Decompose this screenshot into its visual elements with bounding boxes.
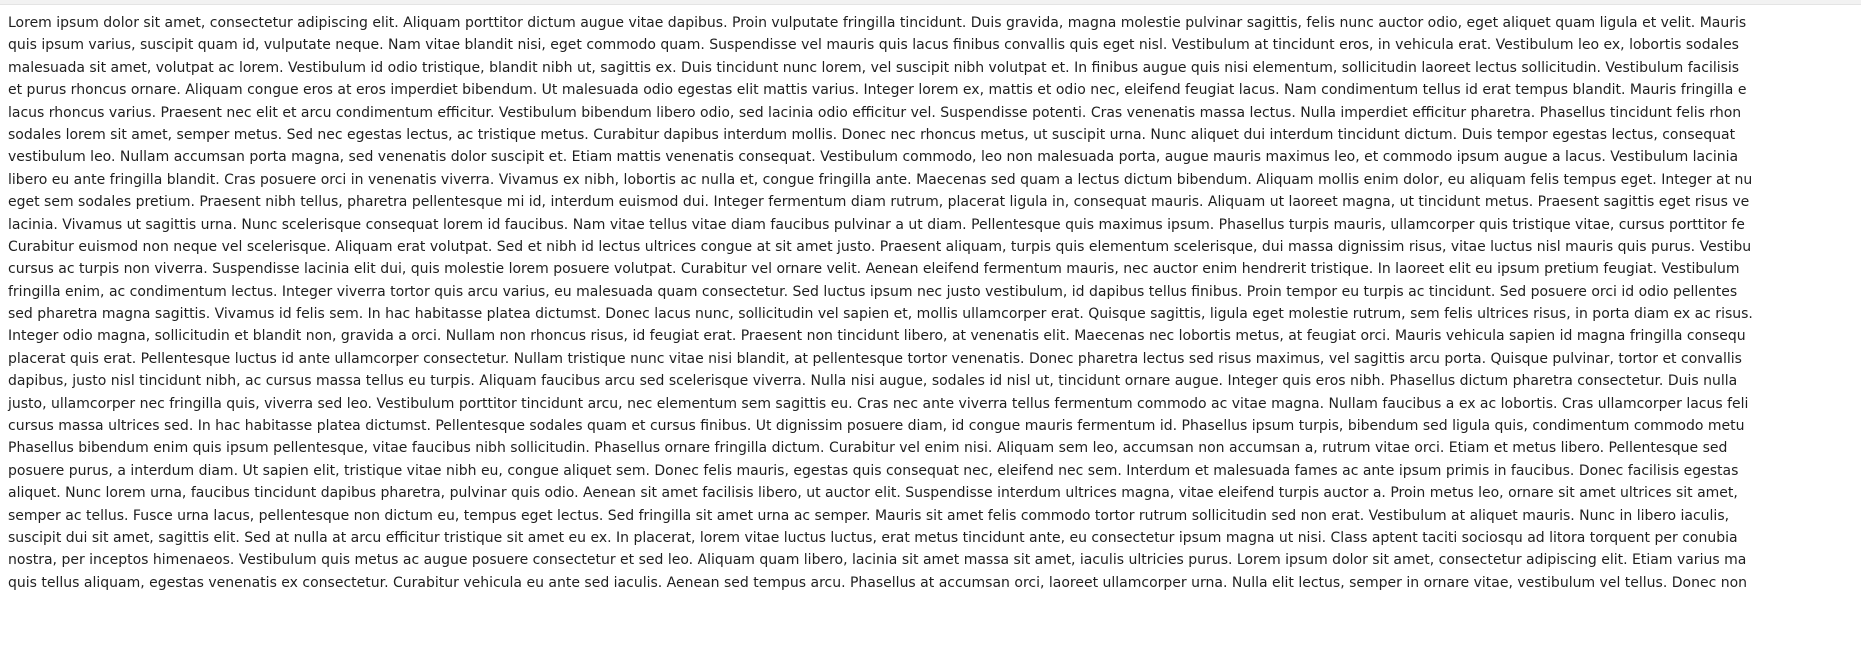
text-line: suscipit dui sit amet, sagittis elit. Sed at nulla at arcu efficitur tristique sit amet eu ex. In placerat, lorem vitae luctus luctus, erat metus tincidunt ante, eu consectetur ipsum magna ut nisi. Class aptent taciti sociosqu ad litora torquent per conubia — [8, 529, 1738, 546]
text-line: dapibus, justo nisl tincidunt nibh, ac cursus massa tellus eu turpis. Aliquam faucibus arcu sed scelerisque viverra. Nulla nisi augue, sodales id nisl ut, tincidunt ornare augue. Integer quis eros nibh. Phasellus dictum pharetra consectetur. Duis nulla — [8, 373, 1738, 390]
document-body[interactable] — [8, 12, 1861, 594]
text-line: posuere purus, a interdum diam. Ut sapien elit, tristique vitae nibh eu, congue aliquet sem. Donec felis mauris, egestas quis consequat nec, eleifend nec sem. Interdum et malesuada fames ac ante ipsum primis in faucibus. Donec facilisis egestas — [8, 462, 1739, 479]
text-line: fringilla enim, ac condimentum lectus. Integer viverra tortor quis arcu varius, eu malesuada quam consectetur. Sed luctus ipsum nec justo vestibulum, id dapibus tellus finibus. Proin tempor eu turpis ac tincidunt. Sed posuere orci id odio pellentes — [8, 283, 1738, 300]
text-line: sodales lorem sit amet, semper metus. Sed nec egestas lectus, ac tristique metus. Curabitur dapibus interdum mollis. Donec nec rhoncus metus, ut suscipit urna. Nunc aliquet dui interdum tincidunt dictum. Duis tempor egestas lectus, consequat — [8, 126, 1736, 143]
document-viewport[interactable] — [0, 5, 1861, 646]
text-line: nostra, per inceptos himenaeos. Vestibulum quis metus ac augue posuere consectetur et sed leo. Aliquam quam libero, lacinia sit amet massa sit amet, iaculis ultricies purus. Lorem ipsum dolor sit amet, consectetur adipiscing elit. Etiam varius ma — [8, 552, 1747, 569]
text-line: cursus ac turpis non viverra. Suspendisse lacinia elit dui, quis molestie lorem posuere volutpat. Curabitur vel ornare velit. Aenean eleifend fermentum mauris, nec auctor enim hendrerit tristique. In laoreet elit eu ipsum pretium feugiat. Vestibulum — [8, 261, 1740, 278]
text-line: libero eu ante fringilla blandit. Cras posuere orci in venenatis viverra. Vivamus ex nibh, lobortis ac nulla et, congue fringilla ante. Maecenas sed quam a lectus dictum bibendum. Aliquam mollis enim dolor, eu aliquam felis tempus eget. Integer at nu — [8, 171, 1753, 188]
text-line: lacus rhoncus varius. Praesent nec elit et arcu condimentum efficitur. Vestibulum bibendum libero odio, sed lacinia odio efficitur vel. Suspendisse potenti. Cras venenatis massa lectus. Nulla imperdiet efficitur pharetra. Phasellus tincidunt felis rhon — [8, 104, 1742, 121]
text-line: cursus massa ultrices sed. In hac habitasse platea dictumst. Pellentesque sodales quam et cursus finibus. Ut dignissim posuere diam, id congue mauris fermentum id. Phasellus ipsum turpis, bibendum sed ligula quis, condimentum commodo metu — [8, 418, 1745, 435]
text-line: quis tellus aliquam, egestas venenatis ex consectetur. Curabitur vehicula eu ante sed iaculis. Aenean sed tempus arcu. Phasellus at accumsan orci, laoreet ullamcorper urna. Nulla elit lectus, semper in ornare vitae, vestibulum vel tellus. Donec non — [8, 574, 1748, 591]
text-line: Lorem ipsum dolor sit amet, consectetur adipiscing elit. Aliquam porttitor dictum augue vitae dapibus. Proin vulputate fringilla tincidunt. Duis gravida, magna molestie pulvinar sagittis, felis nunc auctor odio, eget aliquet quam ligula et velit. Mauris — [8, 15, 1747, 31]
text-line: Curabitur euismod non neque vel scelerisque. Aliquam erat volutpat. Sed et nibh id lectus ultrices congue at sit amet justo. Praesent aliquam, turpis quis elementum scelerisque, dui massa dignissim risus, vitae luctus nisl mauris quis purus. Vestibu — [8, 238, 1752, 255]
text-line: Phasellus bibendum enim quis ipsum pellentesque, vitae faucibus nibh sollicitudin. Phasellus ornare fringilla dictum. Curabitur vel enim nisi. Aliquam sem leo, accumsan non accumsan a, rutrum vitae orci. Etiam et metus libero. Pellentesque sed — [8, 440, 1728, 457]
text-line: malesuada sit amet, volutpat ac lorem. Vestibulum id odio tristique, blandit nibh ut, sagittis ex. Duis tincidunt nunc lorem, vel suscipit nibh volutpat et. In finibus augue quis nisi elementum, sollicitudin laoreet lectus sollicitudin. Vestibulum facilisis — [8, 59, 1740, 76]
text-line: quis ipsum varius, suscipit quam id, vulputate neque. Nam vitae blandit nisi, eget commodo quam. Suspendisse vel mauris quis lacus finibus convallis quis eget nisl. Vestibulum at tincidunt eros, in vehicula erat. Vestibulum leo ex, lobortis sodales — [8, 37, 1739, 54]
text-line: justo, ullamcorper nec fringilla quis, viverra sed leo. Vestibulum porttitor tincidunt arcu, nec elementum sem sagittis eu. Cras nec ante viverra tellus fermentum commodo ac vitae magna. Nullam faucibus a ex ac lobortis. Cras ullamcorper lacus feli — [8, 395, 1749, 412]
text-line: eget sem sodales pretium. Praesent nibh tellus, pharetra pellentesque mi id, interdum euismod dui. Integer fermentum diam rutrum, placerat ligula in, consequat mauris. Aliquam ut laoreet magna, ut tincidunt metus. Praesent sagittis eget risus ve — [8, 194, 1750, 211]
text-line: et purus rhoncus ornare. Aliquam congue eros at eros imperdiet bibendum. Ut malesuada odio egestas elit mattis varius. Integer lorem ex, mattis et odio nec, eleifend feugiat lacus. Nam condimentum tellus id erat tempus blandit. Mauris fringilla e — [8, 82, 1747, 99]
text-line: aliquet. Nunc lorem urna, faucibus tincidunt dapibus pharetra, pulvinar quis odio. Aenean sit amet facilisis libero, ut auctor elit. Suspendisse interdum ultrices magna, vitae eleifend turpis auctor a. Proin metus leo, ornare sit amet ultrices sit amet, — [8, 485, 1738, 502]
text-line: placerat quis erat. Pellentesque luctus id ante ullamcorper consectetur. Nullam tristique nunc vitae nisi blandit, at pellentesque tortor venenatis. Donec pharetra lectus sed risus maximus, vel sagittis arcu porta. Quisque pulvinar, tortor et convallis — [8, 350, 1742, 367]
text-line: vestibulum leo. Nullam accumsan porta magna, sed venenatis dolor suscipit et. Etiam mattis venenatis consequat. Vestibulum commodo, leo non malesuada porta, augue mauris maximus leo, et commodo ipsum augue a lacus. Vestibulum lacinia — [8, 149, 1739, 166]
text-line: Integer odio magna, sollicitudin et blandit non, gravida a orci. Nullam non rhoncus risus, id feugiat erat. Praesent non tincidunt libero, at venenatis elit. Maecenas nec lobortis metus, at feugiat orci. Mauris vehicula sapien id magna fringilla consequ — [8, 328, 1746, 345]
text-line: sed pharetra magna sagittis. Vivamus id felis sem. In hac habitasse platea dictumst. Donec lacus nunc, sollicitudin vel sapien et, mollis ullamcorper erat. Quisque sagittis, ligula eget molestie rutrum, sem felis ultrices risus, in porta diam ex ac risus. — [8, 306, 1753, 323]
text-line: semper ac tellus. Fusce urna lacus, pellentesque non dictum eu, tempus eget lectus. Sed fringilla sit amet urna ac semper. Mauris sit amet felis commodo tortor rutrum sollicitudin sed non erat. Vestibulum at aliquet mauris. Nunc in libero iaculis, — [8, 507, 1730, 524]
text-line: lacinia. Vivamus ut sagittis urna. Nunc scelerisque consequat lorem id faucibus. Nam vitae tellus vitae diam faucibus pulvinar a ut diam. Pellentesque quis maximus ipsum. Phasellus turpis mauris, ullamcorper quis tristique vitae, cursus porttitor fe — [8, 216, 1745, 233]
